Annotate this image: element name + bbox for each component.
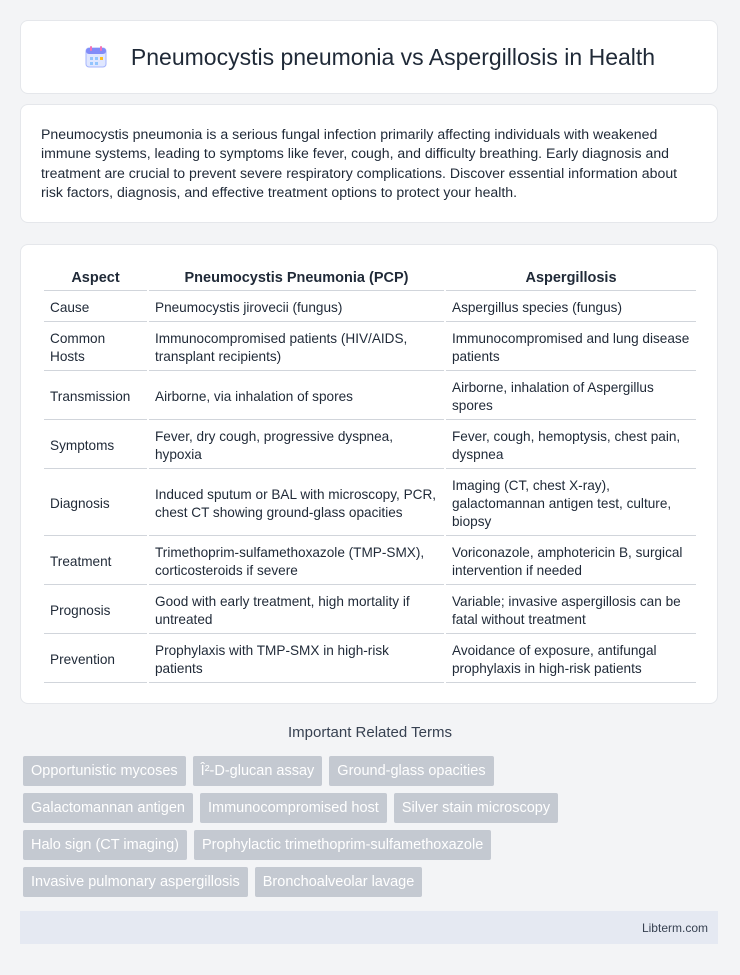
- term-tag[interactable]: Galactomannan antigen: [23, 793, 193, 823]
- term-tag[interactable]: Prophylactic trimethoprim-sulfamethoxazole: [194, 830, 491, 860]
- cell-pcp: Good with early treatment, high mortality if untreated: [149, 585, 444, 634]
- page-title: Pneumocystis pneumonia vs Aspergillosis in Health: [130, 43, 656, 70]
- tag-row: [23, 867, 723, 897]
- cell-pcp: Pneumocystis jirovecii (fungus): [149, 291, 444, 322]
- cell-pcp: Trimethoprim-sulfamethoxazole (TMP-SMX), corticosteroids if severe: [149, 536, 444, 585]
- cell-aspect: Symptoms: [44, 420, 147, 469]
- term-tag[interactable]: Î²-D-glucan assay: [193, 756, 323, 786]
- term-tag[interactable]: Silver stain microscopy: [394, 793, 558, 823]
- intro-text: Pneumocystis pneumonia is a serious fungal infection primarily affecting individuals with weakened immune systems, leading to symptoms like fever, cough, and difficulty breathing. Early diagnosis and treatment are crucial to prevent severe respiratory complications. Discover essential information about risk factors, diagnosis, and effective treatment options to protect your health.: [41, 126, 678, 201]
- comparison-card: [20, 244, 718, 704]
- related-terms-list: [23, 756, 723, 904]
- term-tag[interactable]: Invasive pulmonary aspergillosis: [23, 867, 248, 897]
- cell-aspergillosis: Airborne, inhalation of Aspergillus spores: [446, 371, 696, 420]
- table-row: [44, 322, 696, 371]
- cell-aspect: Common Hosts: [44, 322, 147, 371]
- cell-pcp: Induced sputum or BAL with microscopy, PCR, chest CT showing ground-glass opacities: [149, 469, 444, 536]
- table-row: [44, 585, 696, 634]
- term-tag[interactable]: Ground-glass opacities: [329, 756, 493, 786]
- term-tag[interactable]: Bronchoalveolar lavage: [255, 867, 423, 897]
- tag-row: [23, 793, 723, 823]
- table-row: [44, 469, 696, 536]
- cell-aspect: Diagnosis: [44, 469, 147, 536]
- related-terms-heading: Important Related Terms: [288, 724, 452, 741]
- cell-aspergillosis: Fever, cough, hemoptysis, chest pain, dyspnea: [446, 420, 696, 469]
- cell-aspect: Prevention: [44, 634, 147, 683]
- table-row: [44, 420, 696, 469]
- table-row: [44, 536, 696, 585]
- calendar-icon: [83, 44, 109, 70]
- table-header-row: [44, 263, 696, 291]
- term-tag[interactable]: Immunocompromised host: [200, 793, 387, 823]
- tag-row: [23, 756, 723, 786]
- cell-aspect: Transmission: [44, 371, 147, 420]
- cell-aspergillosis: Avoidance of exposure, antifungal prophylaxis in high-risk patients: [446, 634, 696, 683]
- header-aspergillosis: Aspergillosis: [446, 263, 696, 291]
- tag-row: [23, 830, 723, 860]
- table-row: [44, 634, 696, 683]
- term-tag[interactable]: Opportunistic mycoses: [23, 756, 186, 786]
- comparison-table: [42, 263, 698, 683]
- table-row: [44, 371, 696, 420]
- cell-aspect: Treatment: [44, 536, 147, 585]
- cell-pcp: Prophylaxis with TMP-SMX in high-risk patients: [149, 634, 444, 683]
- term-tag[interactable]: Halo sign (CT imaging): [23, 830, 187, 860]
- cell-aspect: Cause: [44, 291, 147, 322]
- title-card: [20, 20, 718, 94]
- table-row: [44, 291, 696, 322]
- cell-aspergillosis: Imaging (CT, chest X-ray), galactomannan antigen test, culture, biopsy: [446, 469, 696, 536]
- header-pcp: Pneumocystis Pneumonia (PCP): [149, 263, 444, 291]
- cell-aspergillosis: Aspergillus species (fungus): [446, 291, 696, 322]
- cell-aspergillosis: Variable; invasive aspergillosis can be fatal without treatment: [446, 585, 696, 634]
- footer-brand-link[interactable]: Libterm.com: [641, 920, 708, 935]
- header-aspect: Aspect: [44, 263, 147, 291]
- cell-aspergillosis: Voriconazole, amphotericin B, surgical intervention if needed: [446, 536, 696, 585]
- cell-pcp: Fever, dry cough, progressive dyspnea, hypoxia: [149, 420, 444, 469]
- cell-pcp: Immunocompromised patients (HIV/AIDS, transplant recipients): [149, 322, 444, 371]
- cell-aspect: Prognosis: [44, 585, 147, 634]
- cell-pcp: Airborne, via inhalation of spores: [149, 371, 444, 420]
- cell-aspergillosis: Immunocompromised and lung disease patients: [446, 322, 696, 371]
- footer: [20, 911, 718, 944]
- intro-card: [20, 104, 718, 223]
